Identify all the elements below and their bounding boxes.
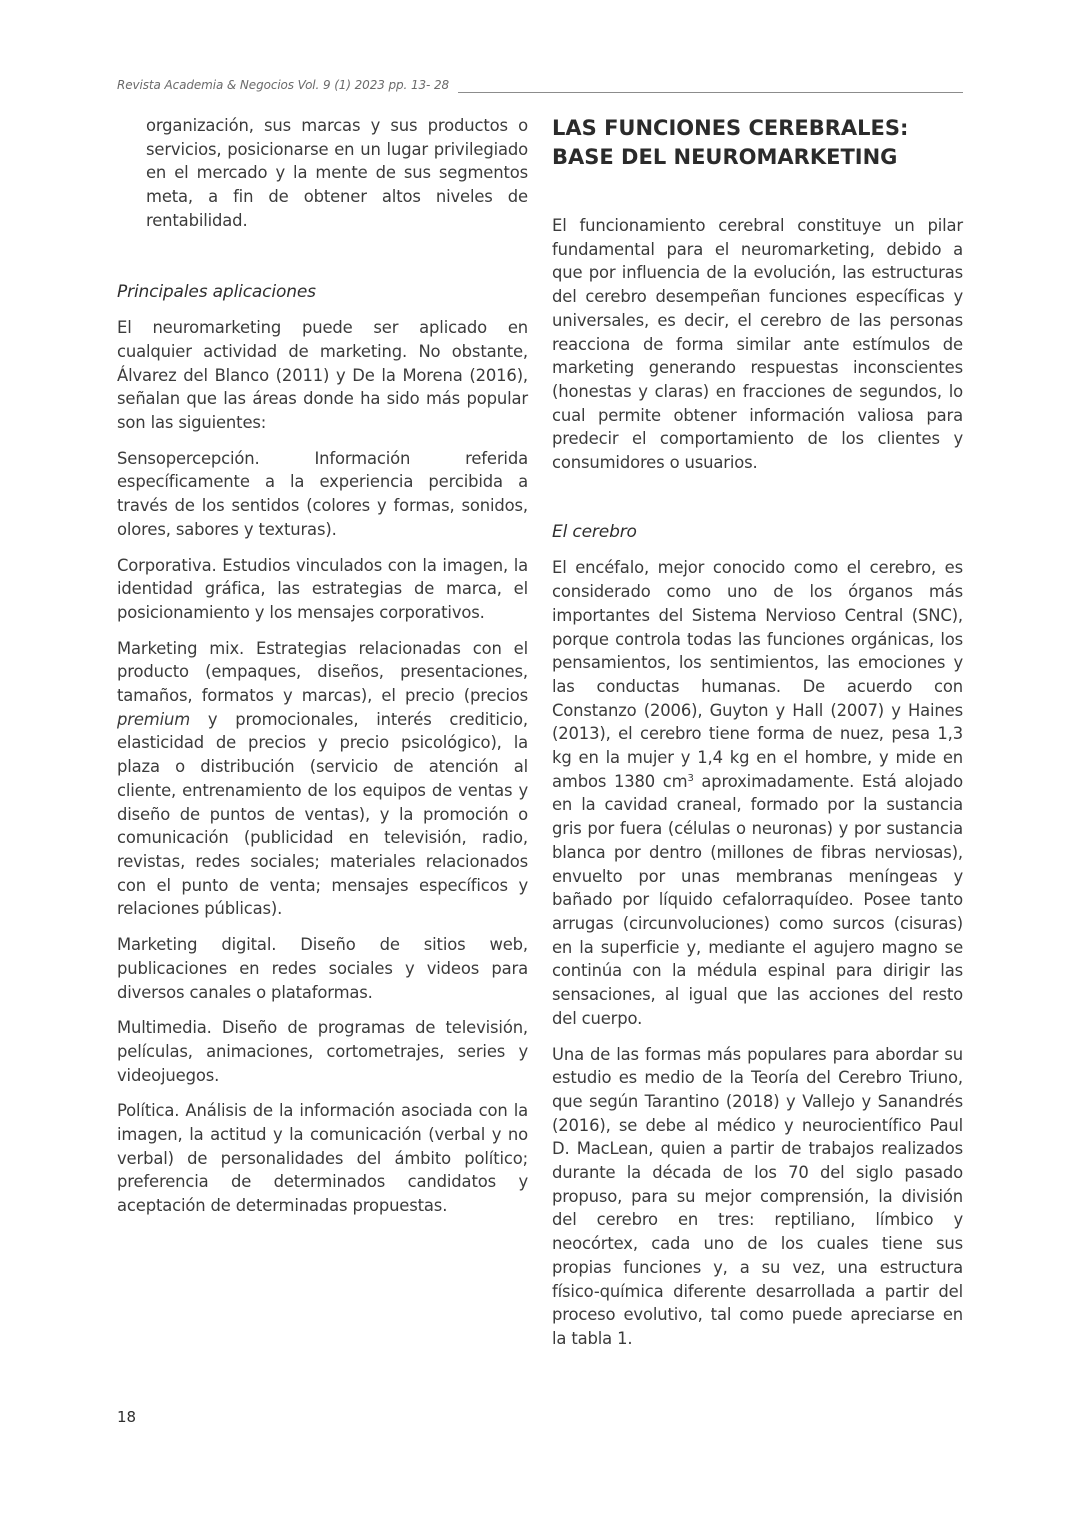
left-column (117, 114, 528, 1230)
marketing-mix-text-start: Marketing mix. Estrategias relacionadas con el producto (empaques, diseños, presentaciones, tamaños, formatos y marcas), el precio (precios (117, 638, 528, 706)
encefalo-text-start: El encéfalo, mejor conocido como el cerebro, es considerado como uno de los órganos más importantes del Sistema Nervioso Central (SNC), porque controla todas las funciones orgánicas, los pensamientos, los sentimientos, las emociones y las conductas humanas. De acuerdo con Constanzo (2006), Guyton y Hall (2007) y Haines (2013), el cerebro tiene forma de nuez, pesa 1,3 kg en la mujer y 1,4 kg en el hombre, y mide en ambos 1380 cm (552, 558, 963, 791)
paragraph-funcionamiento-cerebral: El funcionamiento cerebral constituye un pilar fundamental para el neuromarketing, debido a que por influencia de la evolución, las estructuras del cerebro desempeñan funciones específicas y universales, es decir, el cerebro de las personas reacciona de forma similar ante estímulos de marketing generando respuestas inconscientes (honestas y claras) en fracciones de segundos, lo cual permite obtener información valiosa para predecir el comportamiento de los clientes y consumidores o usuarios. (552, 216, 963, 473)
journal-citation: Revista Academia & Negocios Vol. 9 (1) 2023 pp. 13- 28 (117, 78, 450, 92)
intro-continuation: organización, sus marcas y sus productos o servicios, posicionarse en un lugar privilegiado en el mercado y la mente de sus segmentos meta, a fin de obtener altos niveles de rentabilidad. (146, 116, 528, 230)
paragraph-multimedia: Multimedia. Diseño de programas de televisión, películas, animaciones, cortometrajes, series y videojuegos. (117, 1018, 528, 1085)
paragraph-corporativa: Corporativa. Estudios vinculados con la imagen, la identidad gráfica, las estrategias de marca, el posicionamiento y los mensajes corporativos. (117, 555, 528, 622)
paragraph-intro-aplicaciones: El neuromarketing puede ser aplicado en cualquier actividad de marketing. No obstante, Álvarez del Blanco (2011) y De la Morena (2016), señalan que las áreas donde ha sido más popular son las siguientes: (117, 318, 528, 433)
paragraph-sensopercepcion: Sensopercepción. Información referida específicamente a la experiencia percibida a través de los sentidos (colores y formas, sonidos, olores, sabores y texturas). (117, 448, 528, 539)
header-rule (458, 92, 963, 93)
paragraph-encefalo (552, 556, 963, 1030)
marketing-mix-text-end: y promocionales, interés crediticio, elasticidad de precios y precio psicológico), la plaza o distribución (servicio de atención al cliente, entrenamiento de los equipos de ventas y diseño de puntos de ventas), y la promoción o comunicación (publicidad en televisión, radio, revistas, redes sociales; materiales relacionados con el punto de venta; mensajes específicos y relaciones públicas). (117, 709, 528, 919)
subheading-principales-aplicaciones: Principales aplicaciones (117, 281, 316, 302)
paragraph-politica: Política. Análisis de la información asociada con la imagen, la actitud y la comunicación (verbal y no verbal) de personalidades del ámbito político; preferencia de determinados candidatos y aceptación de determinadas propuestas. (117, 1101, 528, 1216)
paragraph-cerebro-triuno: Una de las formas más populares para abordar su estudio es medio de la Teoría del Cerebro Triuno, que según Tarantino (2018) y Vallejo y Sanandrés (2016), se debe al médico y neurocientífico Paul D. MacLean, quien a partir de trabajos realizados durante la década de los 70 del siglo pasado propuso, para su mejor comprensión, la división del cerebro en tres: reptiliano, límbico y neocórtex, cada uno de los cuales tiene sus propias funciones y, a su vez, una estructura físico-química diferente desarrollada a partir del proceso evolutivo, tal como puede apreciarse en la tabla 1. (552, 1044, 963, 1348)
subheading-el-cerebro: El cerebro (552, 521, 637, 542)
cubic-superscript: 3 (687, 772, 694, 784)
right-column (552, 114, 963, 1363)
paragraph-marketing-digital: Marketing digital. Diseño de sitios web, publicaciones en redes sociales y videos para diversos canales o plataformas. (117, 935, 528, 1002)
paragraph-marketing-mix (117, 637, 528, 921)
encefalo-text-end: aproximadamente. Está alojado en la cavidad craneal, formado por la sustancia gris por fuera (células o neuronas) y por sustancia blanca por dentro (millones de fibras nerviosas), envuelto por unas membranas meníngeas y bañado por líquido cefalorraquídeo. Posee tanto arrugas (circunvoluciones) como surcos (cisuras) en la superficie y, mediante el agujero magno se continúa con la médula espinal para dirigir las sensaciones, al igual que las acciones del resto del cuerpo. (552, 771, 963, 1028)
running-header (117, 78, 963, 98)
section-title: LAS FUNCIONES CEREBRALES: BASE DEL NEUROMARKETING (552, 116, 909, 169)
marketing-mix-italic-term: premium (117, 709, 191, 729)
page-number: 18 (117, 1408, 137, 1426)
